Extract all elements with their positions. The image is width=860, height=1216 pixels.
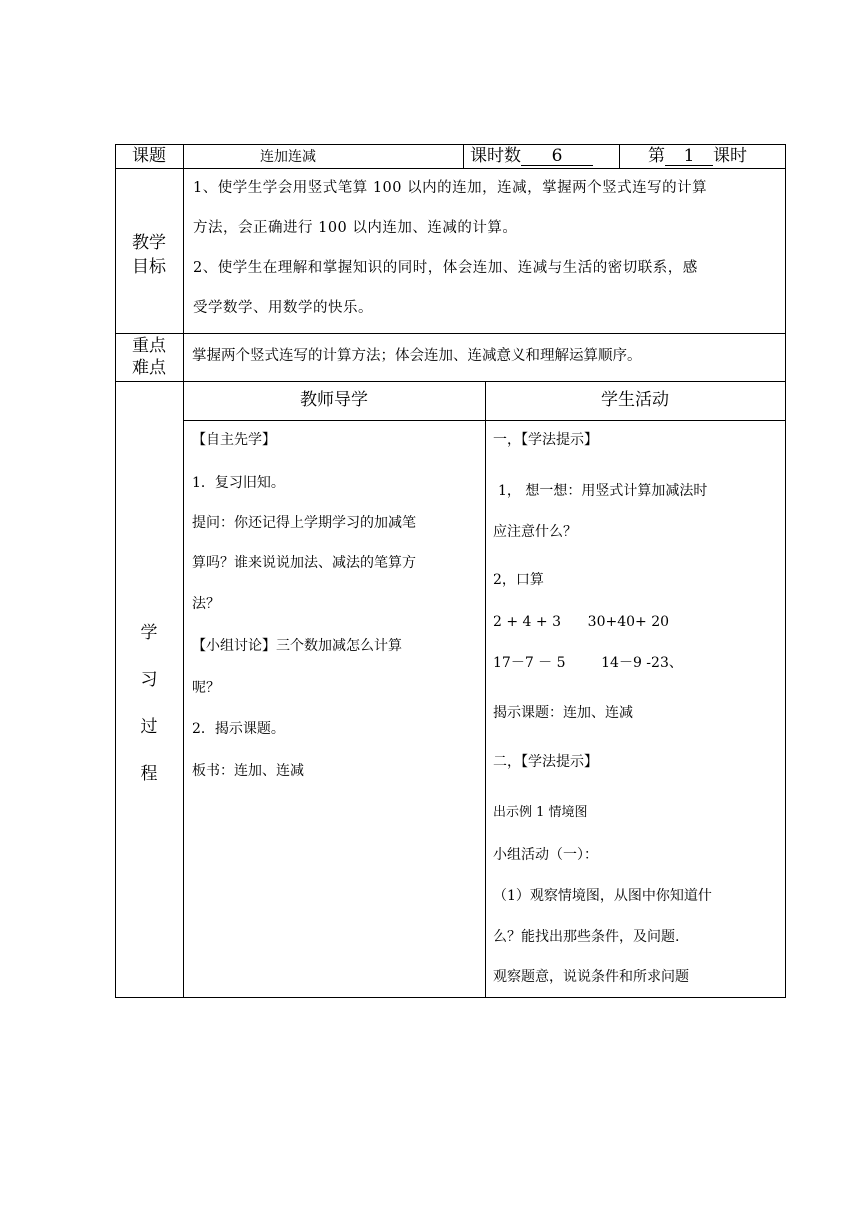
objectives-line-1: 1、使学生学会用竖式笔算 100 以内的连加，连减，掌握两个竖式连写的计算 — [193, 180, 708, 196]
student-line-12: 么？能找出那些条件，及问题. — [493, 929, 680, 945]
objectives-line-2: 方法，会正确进行 100 以内连加、连减的计算。 — [193, 220, 518, 236]
objectives-label-line1: 教学 — [132, 233, 166, 253]
table-top-border — [115, 144, 786, 145]
student-line-5: 2 + 4 + 3 30+40+ 20 — [493, 614, 670, 630]
keypoints-text: 掌握两个竖式连写的计算方法；体会连加、连减意义和理解运算顺序。 — [192, 348, 642, 364]
hours-value: 6 — [521, 148, 593, 166]
header-divider-1 — [463, 144, 464, 169]
student-line-10: 小组活动（一）： — [493, 847, 598, 863]
process-label-char-4: 程 — [140, 764, 158, 784]
student-line-7: 揭示课题：连加、连减 — [493, 705, 633, 721]
teacher-line-7: 呢？ — [192, 680, 220, 696]
process-label-char-2: 习 — [140, 670, 158, 690]
objectives-line-4: 受学数学、用数学的快乐。 — [193, 300, 373, 316]
objectives-label — [115, 231, 183, 279]
student-line-9: 出示例 1 情境图 — [493, 805, 588, 820]
student-line-8: 二，【学法提示】 — [493, 754, 598, 770]
student-line-1: 一，【学法提示】 — [493, 432, 598, 448]
label-column-divider — [183, 144, 184, 998]
teacher-line-4: 算吗？谁来说说加法、减法的笔算方 — [192, 555, 416, 571]
process-middle-divider — [485, 381, 486, 998]
teacher-line-5: 法？ — [192, 596, 220, 612]
teacher-line-1: 【自主先学】 — [192, 432, 276, 448]
session-prefix: 第 — [648, 146, 665, 166]
teacher-line-2: 1．复习旧知。 — [192, 475, 285, 491]
teacher-line-9: 板书：连加、连减 — [192, 763, 304, 779]
teacher-header: 教师导学 — [300, 390, 368, 410]
teacher-line-8: 2．揭示课题。 — [192, 721, 285, 737]
student-line-2: 1， 想一想：用竖式计算加减法时 — [498, 483, 708, 499]
student-line-11: （1）观察情境图，从图中你知道什 — [493, 888, 712, 904]
row-divider-3 — [115, 381, 786, 382]
topic-value: 连加连减 — [260, 149, 316, 165]
process-label — [115, 610, 183, 798]
header-divider-2 — [619, 144, 620, 169]
keypoints-label-line2: 难点 — [132, 358, 166, 378]
objectives-text — [193, 168, 783, 328]
session-value: 1 — [665, 148, 713, 166]
teacher-line-3: 提问：你还记得上学期学习的加减笔 — [192, 515, 416, 531]
student-line-3: 应注意什么？ — [493, 524, 577, 540]
table-right-border — [785, 144, 786, 998]
process-label-char-1: 学 — [140, 623, 158, 643]
table-bottom-border — [115, 997, 786, 998]
student-line-4: 2，口算 — [493, 572, 544, 588]
objectives-label-line2: 目标 — [132, 257, 166, 277]
student-header: 学生活动 — [601, 390, 669, 410]
session-field — [648, 148, 747, 166]
keypoints-label — [115, 335, 183, 379]
teacher-line-6: 【小组讨论】三个数加减怎么计算 — [192, 638, 402, 654]
student-line-6: 17－7 － 5 14－9 -23、 — [493, 655, 683, 671]
topic-label: 课题 — [132, 146, 166, 166]
objectives-line-3: 2、使学生在理解和掌握知识的同时，体会连加、连减与生活的密切联系，感 — [193, 260, 698, 276]
process-label-char-3: 过 — [140, 717, 158, 737]
hours-field — [470, 148, 593, 166]
hours-label: 课时数 — [470, 146, 521, 166]
session-suffix: 课时 — [713, 146, 747, 166]
student-line-13: 观察题意，说说条件和所求问题 — [493, 969, 689, 985]
row-divider-2 — [115, 333, 786, 334]
keypoints-label-line1: 重点 — [132, 336, 166, 356]
